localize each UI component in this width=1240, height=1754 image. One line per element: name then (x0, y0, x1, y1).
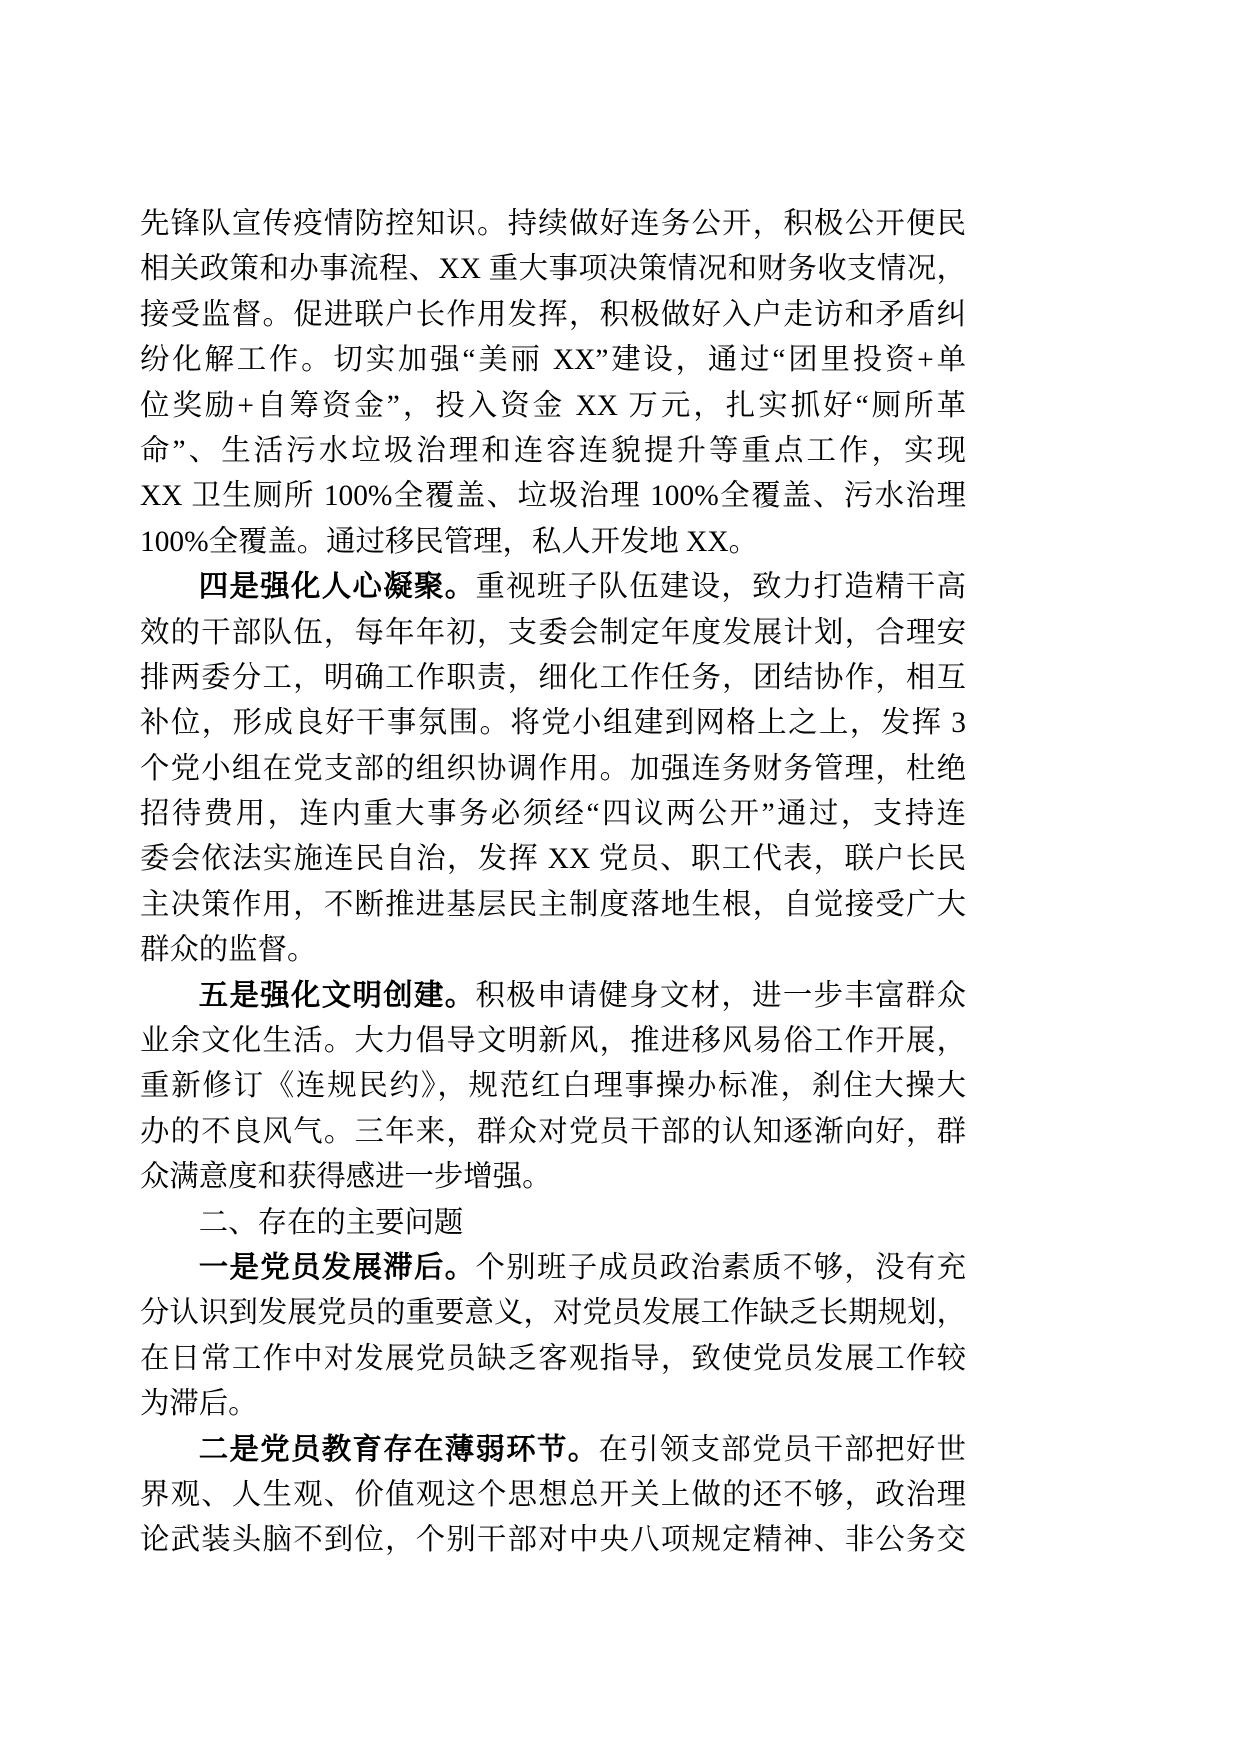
text-line: 群众的监督。 (140, 934, 317, 967)
line-text: 在引领支部党员干部把好世 (598, 1433, 967, 1466)
text-line (140, 974, 966, 1019)
text-line: 界观、人生观、价值观这个思想总开关上做的还不够，政治理 (140, 1478, 966, 1511)
text-line: 为滞后。 (140, 1388, 258, 1421)
text-line: 分认识到发展党员的重要意义，对党员发展工作缺乏长期规划， (140, 1297, 966, 1330)
text-line: 众满意度和获得感进一步增强。 (140, 1161, 552, 1194)
text-line (140, 565, 966, 610)
paragraph-lead: 四是强化人心凝聚。 (198, 571, 476, 604)
paragraph-lead: 五是强化文明创建。 (198, 979, 476, 1012)
text-line: 100%全覆盖。通过移民管理，私人开发地 XX。 (140, 525, 759, 558)
text-line: 命”、生活污水垃圾治理和连容连貌提升等重点工作，实现 (140, 434, 966, 467)
text-line: 排两委分工，明确工作职责，细化工作任务，团结协作，相互 (140, 661, 966, 694)
text-line: 个党小组在党支部的组织协调作用。加强连务财务管理，杜绝 (140, 752, 966, 785)
text-line (140, 1246, 966, 1291)
text-line: 重新修订《连规民约》，规范红白理事操办标准，刹住大操大 (140, 1070, 966, 1103)
text-line: 位奖励+自筹资金”，投入资金 XX 万元，扎实抓好“厕所革 (140, 389, 966, 422)
paragraph-member-development (140, 1246, 966, 1428)
text-line: 委会依法实施连民自治，发挥 XX 党员、职工代表，联户长民 (140, 843, 966, 876)
paragraph-civilization (140, 974, 966, 1201)
paragraph-member-education (140, 1428, 966, 1564)
text-line: 在日常工作中对发展党员缺乏客观指导，致使党员发展工作较 (140, 1342, 966, 1375)
text-line: 效的干部队伍，每年年初，支委会制定年度发展计划，合理安 (140, 616, 966, 649)
line-text: 个别班子成员政治素质不够，没有充 (475, 1251, 967, 1284)
section-heading: 二、存在的主要问题 (198, 1206, 464, 1239)
text-line: 补位，形成良好干事氛围。将党小组建到网格上之上，发挥 3 (140, 707, 966, 740)
line-text: 积极申请健身文材，进一步丰富群众 (475, 979, 967, 1012)
paragraph-lead: 一是党员发展滞后。 (198, 1251, 476, 1284)
text-line: 论武装头脑不到位，个别干部对中央八项规定精神、非公务交 (140, 1524, 966, 1557)
text-line: 办的不良风气。三年来，群众对党员干部的认知逐渐向好，群 (140, 1115, 966, 1148)
paragraph-continued (140, 202, 966, 565)
paragraph-lead: 二是党员教育存在薄弱环节。 (198, 1433, 599, 1466)
paragraph-cohesion (140, 565, 966, 974)
text-line: 接受监督。促进联户长作用发挥，积极做好入户走访和矛盾纠 (140, 298, 966, 331)
text-line: 业余文化生活。大力倡导文明新风，推进移风易俗工作开展， (140, 1025, 966, 1058)
line-text: 重视班子队伍建设，致力打造精干高 (475, 571, 967, 604)
text-line: 先锋队宣传疫情防控知识。持续做好连务公开，积极公开便民 (140, 208, 966, 240)
text-line: 相关政策和办事流程、XX 重大事项决策情况和财务收支情况， (140, 253, 966, 286)
text-line: 主决策作用，不断推进基层民主制度落地生根，自觉接受广大 (140, 888, 966, 921)
text-line: 纷化解工作。切实加强“美丽 XX”建设，通过“团里投资+单 (140, 344, 966, 377)
text-line: XX 卫生厕所 100%全覆盖、垃圾治理 100%全覆盖、污水治理 (140, 480, 966, 513)
text-line: 招待费用，连内重大事务必须经“四议两公开”通过，支持连 (140, 798, 966, 831)
section-heading-block (140, 1201, 966, 1246)
text-line (140, 1428, 966, 1473)
document-body (140, 202, 966, 1564)
